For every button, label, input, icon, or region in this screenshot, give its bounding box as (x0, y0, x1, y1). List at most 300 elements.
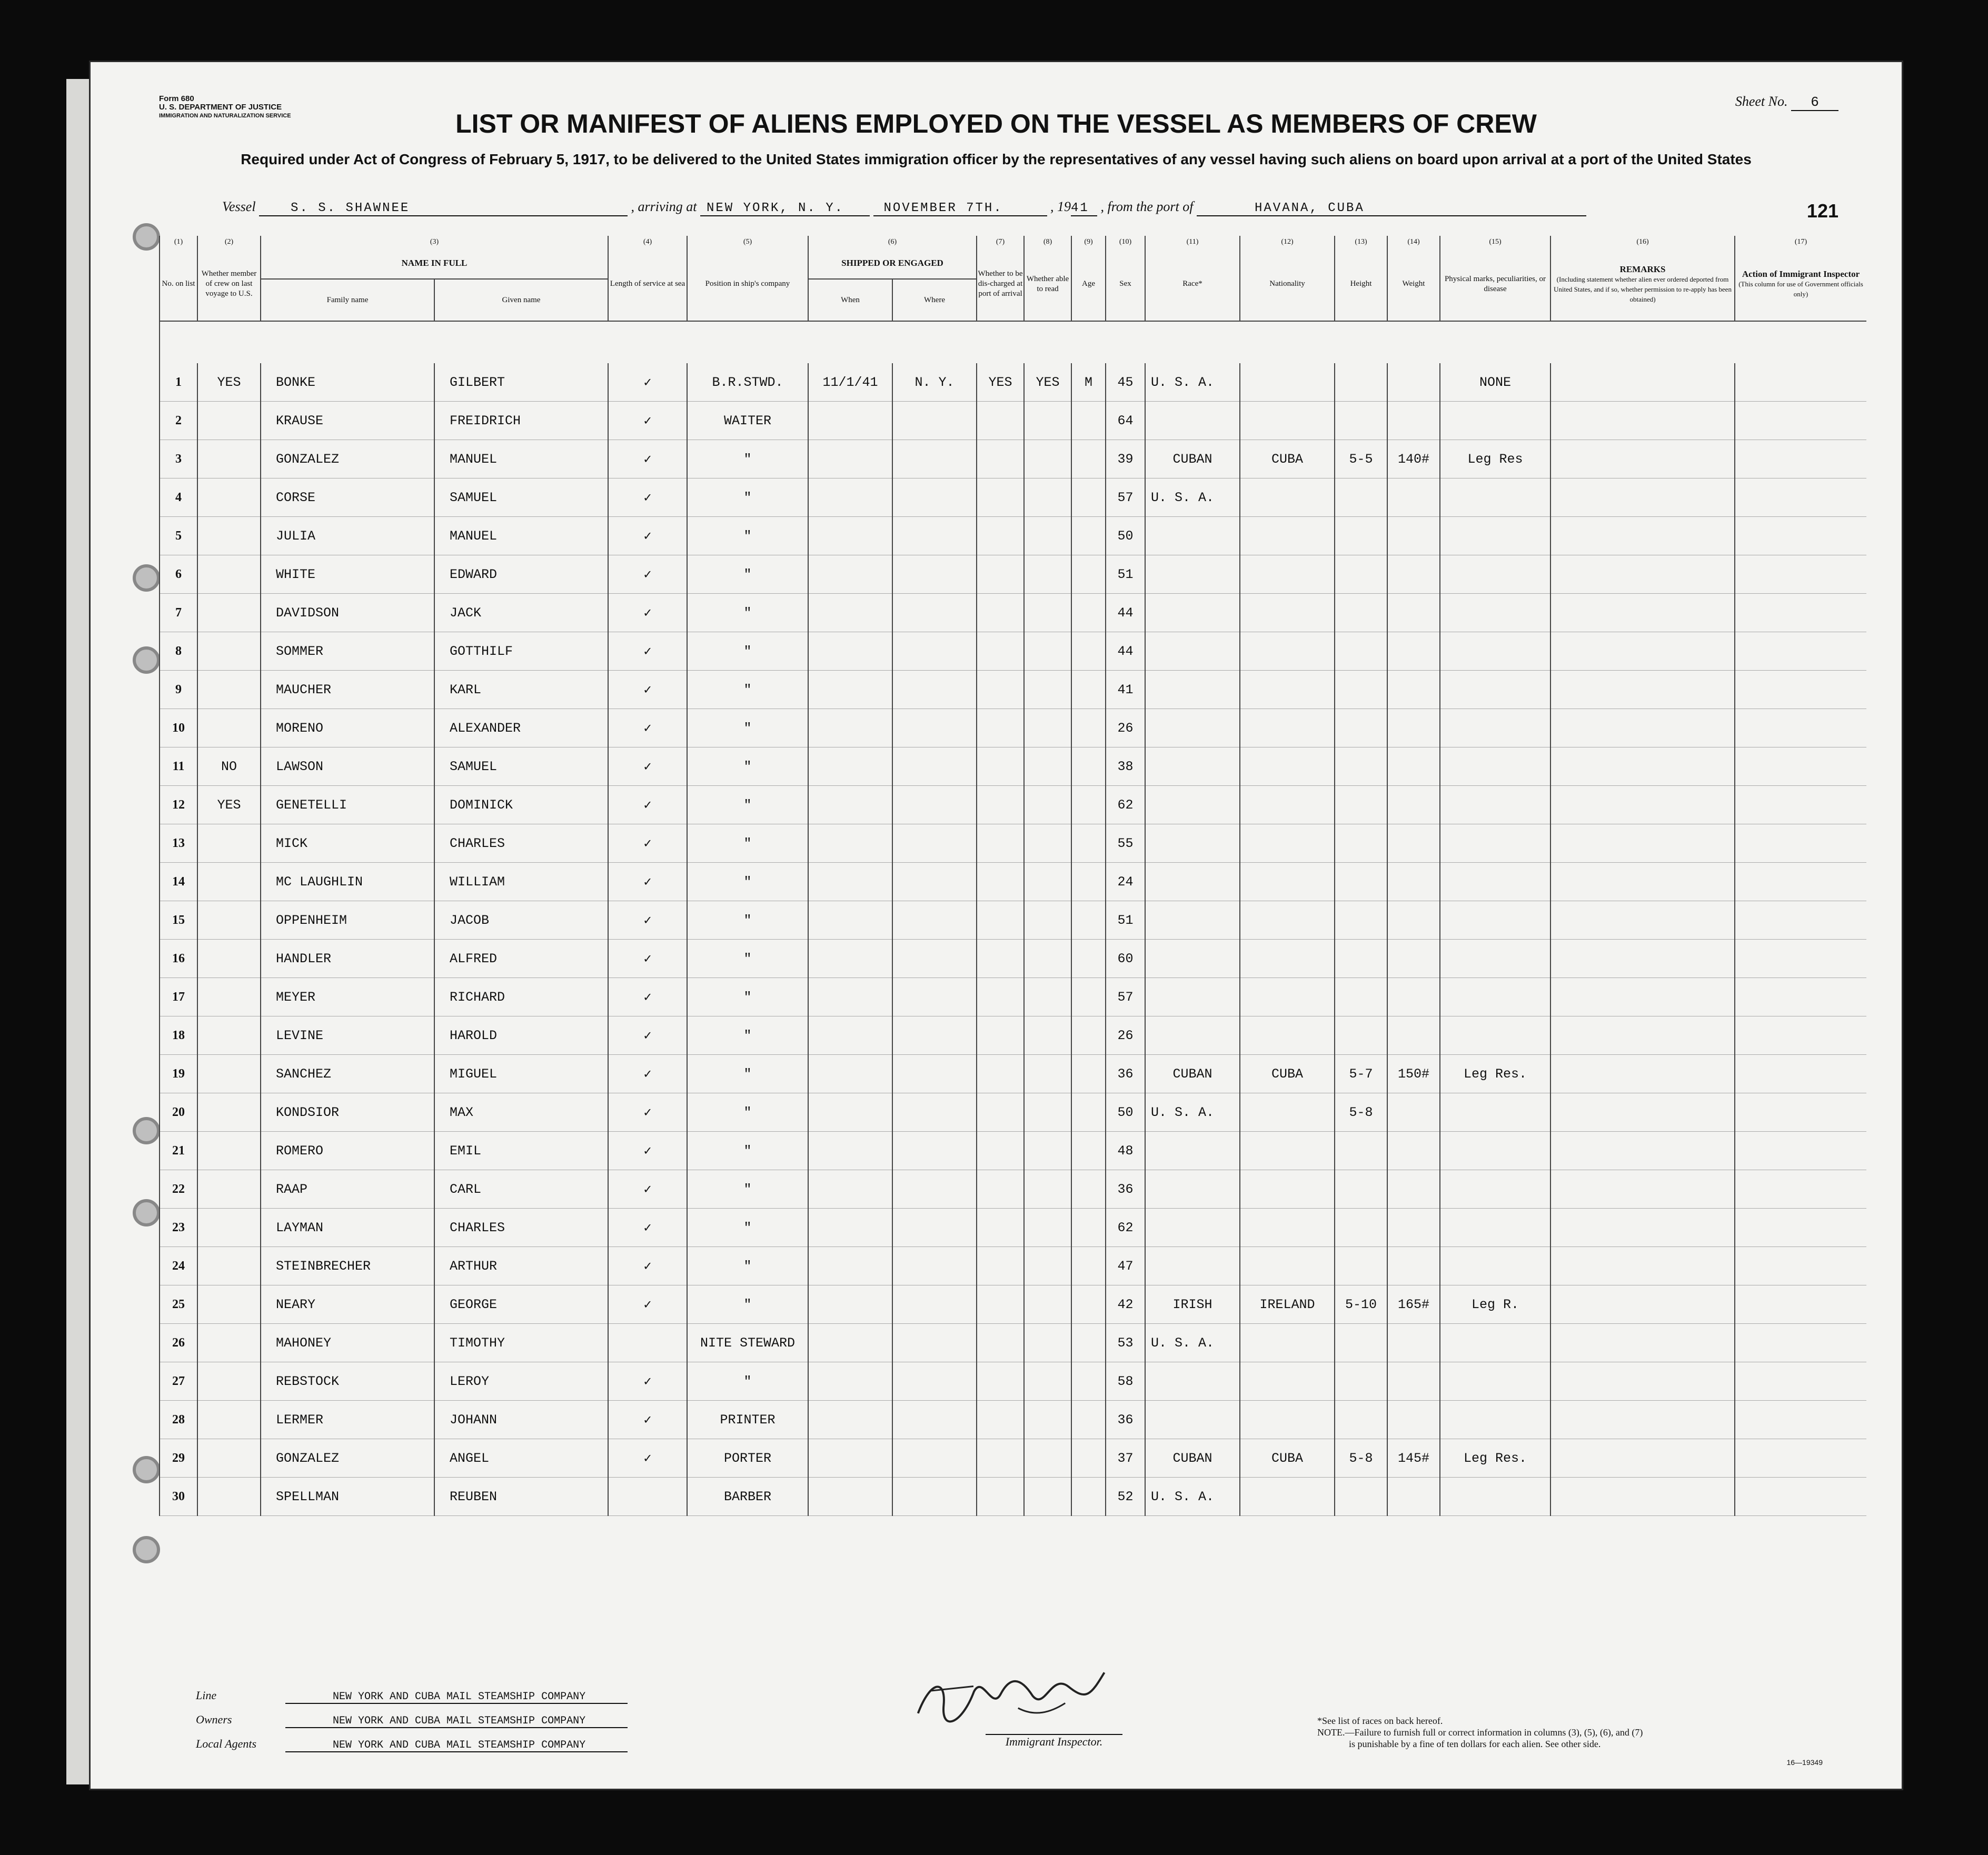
sex-cell: 36 (1106, 1055, 1145, 1093)
service-check-mark: ✓ (608, 863, 687, 901)
nationality-cell (1240, 478, 1335, 517)
table-row (160, 863, 1866, 901)
footer-owners-row (196, 1708, 628, 1732)
remarks-cell (1550, 517, 1735, 555)
position-cell: NITE STEWARD (687, 1324, 808, 1362)
able-read-cell (1024, 440, 1071, 478)
from-label: , from the port of (1100, 199, 1194, 214)
shipped-where-cell (892, 671, 977, 709)
row-number: 27 (160, 1362, 197, 1401)
position-cell: " (687, 1247, 808, 1285)
race-cell (1145, 747, 1240, 786)
last-voyage-cell (197, 555, 261, 594)
sex-cell: 38 (1106, 747, 1145, 786)
position-cell: BARBER (687, 1478, 808, 1516)
race-cell (1145, 901, 1240, 940)
last-voyage-cell (197, 517, 261, 555)
able-read-cell (1024, 1478, 1071, 1516)
age-cell (1071, 517, 1106, 555)
sex-cell: 41 (1106, 671, 1145, 709)
service-check-mark: ✓ (608, 1247, 687, 1285)
able-read-cell (1024, 671, 1071, 709)
row-number: 17 (160, 978, 197, 1016)
shipped-where-cell (892, 1247, 977, 1285)
race-cell (1145, 786, 1240, 824)
shipped-when-cell (808, 555, 892, 594)
shipped-where-cell (892, 632, 977, 671)
remarks-cell (1550, 1093, 1735, 1132)
last-voyage-cell (197, 1247, 261, 1285)
position-cell: WAITER (687, 402, 808, 440)
position-cell: " (687, 1285, 808, 1324)
manifest-rows (160, 363, 1866, 1516)
discharged-cell (977, 555, 1024, 594)
age-cell (1071, 1016, 1106, 1055)
action-cell (1735, 594, 1866, 632)
action-cell (1735, 978, 1866, 1016)
header-physical-marks: Physical marks, peculiarities, or disease (1440, 247, 1550, 321)
family-name-cell: LERMER (261, 1401, 434, 1439)
last-voyage-cell (197, 709, 261, 747)
physical-marks-cell (1440, 555, 1550, 594)
weight-cell: 145# (1387, 1439, 1440, 1478)
height-cell (1335, 747, 1387, 786)
remarks-cell (1550, 978, 1735, 1016)
physical-marks-cell (1440, 671, 1550, 709)
given-name-cell: TIMOTHY (434, 1324, 608, 1362)
weight-cell (1387, 402, 1440, 440)
given-name-cell: LEROY (434, 1362, 608, 1401)
sex-cell: 26 (1106, 1016, 1145, 1055)
nationality-cell (1240, 402, 1335, 440)
table-row (160, 440, 1866, 478)
height-cell (1335, 402, 1387, 440)
service-check-mark: ✓ (608, 440, 687, 478)
physical-marks-cell (1440, 863, 1550, 901)
height-cell (1335, 555, 1387, 594)
height-cell: 5-8 (1335, 1439, 1387, 1478)
given-name-cell: JOHANN (434, 1401, 608, 1439)
remarks-cell (1550, 555, 1735, 594)
action-cell (1735, 863, 1866, 901)
remarks-cell (1550, 1285, 1735, 1324)
age-cell (1071, 555, 1106, 594)
last-voyage-cell (197, 440, 261, 478)
table-row (160, 901, 1866, 940)
given-name-cell: DOMINICK (434, 786, 608, 824)
weight-cell: 150# (1387, 1055, 1440, 1093)
table-row (160, 1324, 1866, 1362)
last-voyage-cell (197, 1478, 261, 1516)
physical-marks-cell: NONE (1440, 363, 1550, 402)
discharged-cell (977, 1132, 1024, 1170)
height-cell (1335, 478, 1387, 517)
able-read-cell (1024, 1170, 1071, 1209)
column-number: (8) (1024, 236, 1071, 247)
row-number: 20 (160, 1093, 197, 1132)
weight-cell (1387, 863, 1440, 901)
nationality-cell (1240, 363, 1335, 402)
nationality-cell: CUBA (1240, 1055, 1335, 1093)
sex-cell: 44 (1106, 594, 1145, 632)
given-name-cell: ARTHUR (434, 1247, 608, 1285)
discharged-cell (977, 978, 1024, 1016)
race-cell (1145, 402, 1240, 440)
service-check-mark (608, 1324, 687, 1362)
sex-cell: 62 (1106, 1209, 1145, 1247)
discharged-cell (977, 594, 1024, 632)
age-cell (1071, 1401, 1106, 1439)
service-check-mark: ✓ (608, 1285, 687, 1324)
table-row (160, 671, 1866, 709)
table-row (160, 1362, 1866, 1401)
shipped-where-cell (892, 1209, 977, 1247)
header-weight: Weight (1387, 247, 1440, 321)
last-voyage-cell (197, 1401, 261, 1439)
last-voyage-cell (197, 1055, 261, 1093)
last-voyage-cell: NO (197, 747, 261, 786)
sex-cell: 60 (1106, 940, 1145, 978)
able-read-cell: YES (1024, 363, 1071, 402)
able-read-cell (1024, 786, 1071, 824)
nationality-cell (1240, 594, 1335, 632)
weight-cell (1387, 478, 1440, 517)
weight-cell (1387, 1247, 1440, 1285)
action-cell (1735, 709, 1866, 747)
shipped-when-cell (808, 747, 892, 786)
row-number: 28 (160, 1401, 197, 1439)
column-number: (16) (1550, 236, 1735, 247)
remarks-cell (1550, 671, 1735, 709)
family-name-cell: LAWSON (261, 747, 434, 786)
race-cell (1145, 863, 1240, 901)
position-cell: " (687, 594, 808, 632)
discharged-cell (977, 824, 1024, 863)
row-number: 30 (160, 1478, 197, 1516)
last-voyage-cell (197, 1132, 261, 1170)
height-cell (1335, 709, 1387, 747)
discharged-cell (977, 1478, 1024, 1516)
height-cell (1335, 1209, 1387, 1247)
last-voyage-cell: YES (197, 363, 261, 402)
sex-cell: 47 (1106, 1247, 1145, 1285)
shipped-when-cell (808, 901, 892, 940)
able-read-cell (1024, 863, 1071, 901)
family-name-cell: MEYER (261, 978, 434, 1016)
shipped-when-cell (808, 478, 892, 517)
weight-cell (1387, 824, 1440, 863)
race-cell (1145, 1209, 1240, 1247)
able-read-cell (1024, 747, 1071, 786)
header-sex: Sex (1106, 247, 1145, 321)
shipped-when-cell (808, 1285, 892, 1324)
height-cell: 5-5 (1335, 440, 1387, 478)
height-cell (1335, 363, 1387, 402)
footer-owners-label: Owners (196, 1713, 232, 1726)
family-name-cell: MAHONEY (261, 1324, 434, 1362)
row-number: 16 (160, 940, 197, 978)
discharged-cell (977, 671, 1024, 709)
table-row (160, 978, 1866, 1016)
given-name-cell: MANUEL (434, 517, 608, 555)
row-number: 6 (160, 555, 197, 594)
able-read-cell (1024, 901, 1071, 940)
remarks-cell (1550, 1132, 1735, 1170)
height-cell (1335, 824, 1387, 863)
action-cell (1735, 901, 1866, 940)
race-cell: U. S. A. (1145, 478, 1240, 517)
given-name-cell: GEORGE (434, 1285, 608, 1324)
page-number: 121 (1806, 200, 1838, 222)
age-cell (1071, 1170, 1106, 1209)
table-row (160, 478, 1866, 517)
discharged-cell (977, 1055, 1024, 1093)
header-height: Height (1335, 247, 1387, 321)
table-row (160, 1401, 1866, 1439)
family-name-cell: KRAUSE (261, 402, 434, 440)
nationality-cell (1240, 747, 1335, 786)
binder-hole (133, 1456, 160, 1483)
table-row (160, 594, 1866, 632)
header-shipped-engaged: SHIPPED OR ENGAGED (808, 247, 977, 279)
row-number: 9 (160, 671, 197, 709)
nationality-cell (1240, 978, 1335, 1016)
nationality-cell (1240, 1324, 1335, 1362)
physical-marks-cell: Leg Res (1440, 440, 1550, 478)
age-cell (1071, 1362, 1106, 1401)
service-check-mark: ✓ (608, 594, 687, 632)
footer-line-row (196, 1683, 628, 1708)
able-read-cell (1024, 978, 1071, 1016)
last-voyage-cell (197, 901, 261, 940)
nationality-cell: IRELAND (1240, 1285, 1335, 1324)
height-cell (1335, 1478, 1387, 1516)
race-cell (1145, 1016, 1240, 1055)
last-voyage-cell (197, 632, 261, 671)
remarks-cell (1550, 1209, 1735, 1247)
weight-cell (1387, 1209, 1440, 1247)
family-name-cell: NEARY (261, 1285, 434, 1324)
height-cell: 5-8 (1335, 1093, 1387, 1132)
position-cell: " (687, 786, 808, 824)
row-number: 3 (160, 440, 197, 478)
race-cell (1145, 594, 1240, 632)
position-cell: " (687, 940, 808, 978)
remarks-cell (1550, 632, 1735, 671)
family-name-cell: MAUCHER (261, 671, 434, 709)
table-row (160, 1016, 1866, 1055)
crew-manifest-table (159, 236, 1866, 1516)
sex-cell: 37 (1106, 1439, 1145, 1478)
last-voyage-cell (197, 1016, 261, 1055)
service-check-mark: ✓ (608, 632, 687, 671)
able-read-cell (1024, 940, 1071, 978)
height-cell (1335, 786, 1387, 824)
sex-cell: 50 (1106, 517, 1145, 555)
nationality-cell (1240, 555, 1335, 594)
weight-cell (1387, 1478, 1440, 1516)
able-read-cell (1024, 555, 1071, 594)
last-voyage-cell (197, 1324, 261, 1362)
shipped-where-cell (892, 863, 977, 901)
action-cell (1735, 555, 1866, 594)
age-cell (1071, 594, 1106, 632)
remarks-cell (1550, 594, 1735, 632)
able-read-cell (1024, 594, 1071, 632)
position-cell: PRINTER (687, 1401, 808, 1439)
footer-line-label: Line (196, 1689, 217, 1702)
shipped-where-cell (892, 1478, 977, 1516)
position-cell: PORTER (687, 1439, 808, 1478)
footer-agents-row (196, 1732, 628, 1756)
shipped-where-cell (892, 555, 977, 594)
sex-cell: 36 (1106, 1170, 1145, 1209)
action-cell (1735, 1209, 1866, 1247)
action-cell (1735, 363, 1866, 402)
shipped-where-cell (892, 402, 977, 440)
position-cell: " (687, 709, 808, 747)
remarks-cell (1550, 1401, 1735, 1439)
note-races: *See list of races on back hereof. (1317, 1716, 1443, 1726)
table-row (160, 1247, 1866, 1285)
physical-marks-cell: Leg Res. (1440, 1439, 1550, 1478)
footer-notes (1317, 1715, 1643, 1750)
family-name-cell: SOMMER (261, 632, 434, 671)
position-cell: " (687, 901, 808, 940)
binder-hole (133, 1536, 160, 1563)
shipped-where-cell (892, 517, 977, 555)
arrival-year: 41 (1071, 201, 1097, 216)
service-check-mark: ✓ (608, 824, 687, 863)
remarks-cell (1550, 1170, 1735, 1209)
physical-marks-cell: Leg R. (1440, 1285, 1550, 1324)
last-voyage-cell: YES (197, 786, 261, 824)
able-read-cell (1024, 1055, 1071, 1093)
row-number: 5 (160, 517, 197, 555)
family-name-cell: REBSTOCK (261, 1362, 434, 1401)
able-read-cell (1024, 1439, 1071, 1478)
service-check-mark: ✓ (608, 901, 687, 940)
binder-hole (133, 1117, 160, 1144)
physical-marks-cell (1440, 402, 1550, 440)
weight-cell (1387, 594, 1440, 632)
action-cell (1735, 1247, 1866, 1285)
last-voyage-cell (197, 824, 261, 863)
position-cell: " (687, 1016, 808, 1055)
table-row (160, 940, 1866, 978)
discharged-cell (977, 709, 1024, 747)
shipped-when-cell: 11/1/41 (808, 363, 892, 402)
row-number: 13 (160, 824, 197, 863)
header-spacer (160, 321, 1866, 363)
able-read-cell (1024, 1209, 1071, 1247)
action-cell (1735, 1055, 1866, 1093)
race-cell (1145, 824, 1240, 863)
shipped-where-cell (892, 1285, 977, 1324)
last-voyage-cell (197, 1170, 261, 1209)
family-name-cell: STEINBRECHER (261, 1247, 434, 1285)
table-row (160, 1478, 1866, 1516)
shipped-when-cell (808, 671, 892, 709)
row-number: 8 (160, 632, 197, 671)
action-cell (1735, 1362, 1866, 1401)
race-cell (1145, 517, 1240, 555)
family-name-cell: DAVIDSON (261, 594, 434, 632)
discharged-cell (977, 1093, 1024, 1132)
family-name-cell: OPPENHEIM (261, 901, 434, 940)
table-row (160, 786, 1866, 824)
physical-marks-cell (1440, 940, 1550, 978)
given-name-cell: EDWARD (434, 555, 608, 594)
form-number: Form 680 (159, 94, 194, 103)
remarks-cell (1550, 709, 1735, 747)
position-cell: " (687, 1055, 808, 1093)
header-given-name: Given name (434, 279, 608, 321)
shipped-when-cell (808, 632, 892, 671)
age-cell (1071, 709, 1106, 747)
discharged-cell (977, 632, 1024, 671)
discharged-cell (977, 1401, 1024, 1439)
table-row (160, 517, 1866, 555)
column-number: (6) (808, 236, 977, 247)
height-cell (1335, 978, 1387, 1016)
column-number: (3) (261, 236, 608, 247)
remarks-title: REMARKS (1619, 264, 1666, 274)
table-row (160, 402, 1866, 440)
action-cell (1735, 1170, 1866, 1209)
physical-marks-cell (1440, 1401, 1550, 1439)
able-read-cell (1024, 1247, 1071, 1285)
sex-cell: 51 (1106, 901, 1145, 940)
given-name-cell: CHARLES (434, 824, 608, 863)
physical-marks-cell (1440, 901, 1550, 940)
physical-marks-cell (1440, 709, 1550, 747)
race-cell: U. S. A. (1145, 1093, 1240, 1132)
header-where: Where (892, 279, 977, 321)
weight-cell (1387, 1324, 1440, 1362)
remarks-cell (1550, 440, 1735, 478)
shipped-where-cell (892, 1093, 977, 1132)
shipped-where-cell (892, 1324, 977, 1362)
sex-cell: 58 (1106, 1362, 1145, 1401)
discharged-cell (977, 440, 1024, 478)
shipped-where-cell (892, 594, 977, 632)
signature-label: Immigrant Inspector. (986, 1734, 1122, 1749)
physical-marks-cell (1440, 1478, 1550, 1516)
physical-marks-cell (1440, 478, 1550, 517)
race-cell (1145, 978, 1240, 1016)
table-row (160, 1170, 1866, 1209)
nationality-cell (1240, 863, 1335, 901)
header-nationality: Nationality (1240, 247, 1335, 321)
remarks-cell (1550, 824, 1735, 863)
shipped-when-cell (808, 940, 892, 978)
year-prefix: , 19 (1050, 199, 1071, 214)
shipped-when-cell (808, 1401, 892, 1439)
service-check-mark: ✓ (608, 402, 687, 440)
physical-marks-cell (1440, 1016, 1550, 1055)
service-check-mark: ✓ (608, 671, 687, 709)
weight-cell: 165# (1387, 1285, 1440, 1324)
family-name-cell: CORSE (261, 478, 434, 517)
service-check-mark: ✓ (608, 1055, 687, 1093)
shipped-where-cell (892, 1401, 977, 1439)
shipped-when-cell (808, 709, 892, 747)
arrival-date: NOVEMBER 7TH. (873, 201, 1047, 216)
column-number: (4) (608, 236, 687, 247)
sex-cell: 39 (1106, 440, 1145, 478)
position-cell: " (687, 1170, 808, 1209)
